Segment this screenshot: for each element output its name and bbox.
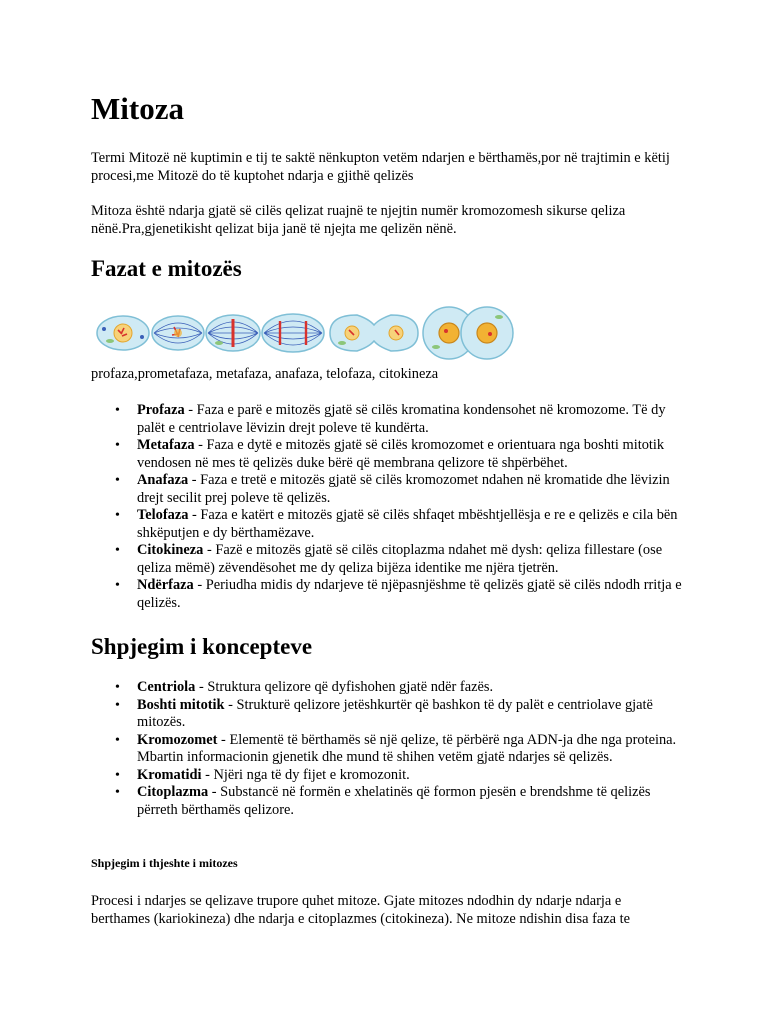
list-item: [91, 577, 691, 612]
list-item: [91, 402, 691, 437]
list-item: [91, 542, 691, 577]
term-description: - Elementë të bërthamës së një qelize, të përbërë nga ADN-ja dhe nga proteina. Mbartin informacionin gjenetik dhe mund të shihen vetëm gjatë ndarjes së qelizës.: [137, 731, 677, 765]
term-citokineza: Citokineza: [137, 542, 204, 558]
term-description: - Njëri nga të dy fijet e kromozonit.: [201, 766, 410, 783]
list-item: [91, 784, 691, 819]
term-description: - Struktura qelizore që dyfishohen gjatë ndër fazës.: [195, 679, 494, 695]
telophase-cell-image: [330, 315, 418, 351]
term-boshti-mitotik: Boshti mitotik: [137, 696, 225, 713]
concepts-list: [91, 679, 691, 819]
term-nderfaza: Ndërfaza: [137, 577, 194, 593]
anaphase-cell-image: [262, 314, 324, 352]
term-description: - Substancë në formën e xhelatinës që formon pjesën e brendshme të qelizës përreth bërthamës qelizore.: [137, 784, 651, 818]
term-description: - Faza e tretë e mitozës gjatë së cilës kromozomet ndahen në kromatide dhe lëvizin drejt secilit prej poleve të qelizës.: [137, 472, 670, 506]
concepts-heading: Shpjegim i koncepteve: [91, 634, 313, 659]
term-description: - Fazë e mitozës gjatë së cilës citoplazma ndahet më dysh: qeliza fillestare (ose qeliza mëmë) zëvendësohet me dy qeliza bijëza identike me njëra tjetrën.: [137, 542, 663, 576]
term-description: - Faza e parë e mitozës gjatë së cilës kromatina kondensohet në kromozome. Të dy palët e centriolave lëvizin drejt poleve të kundërta.: [137, 402, 666, 436]
list-item: [91, 767, 691, 785]
list-item: [91, 679, 691, 697]
intro-paragraph-2: Mitoza është ndarja gjatë së cilës qelizat ruajnë te njejtin numër kromozomesh sikurse qeliza nënë.Pra,gjenetikisht qelizat bija janë të njejta me qelizën nënë.: [91, 203, 626, 237]
term-description: - Faza e dytë e mitozës gjatë së cilës kromozomet e orientuara nga boshti mitotik vendosen në mes të qelizës duke bërë që membrana qelizore të shpërbëhet.: [137, 437, 665, 471]
list-item: [91, 697, 691, 732]
term-centriola: Centriola: [137, 679, 196, 695]
term-citoplazma: Citoplazma: [137, 784, 209, 800]
phases-list: [91, 402, 691, 612]
term-metafaza: Metafaza: [137, 437, 195, 453]
prophase-cell-image: [97, 316, 149, 350]
term-anafaza: Anafaza: [137, 472, 189, 488]
simple-explanation-heading: Shpjegim i thjeshte i mitozes: [91, 856, 238, 870]
phases-heading: Fazat e mitozës: [91, 256, 242, 281]
term-description: - Periudha midis dy ndarjeve të njëpasnjëshme të qelizës gjatë së cilës ndodh rritja e qelizës.: [137, 577, 682, 611]
list-item: [91, 507, 691, 542]
term-telofaza: Telofaza: [137, 507, 189, 523]
list-item: [91, 732, 691, 767]
page-title: Mitoza: [91, 91, 184, 126]
cytokinesis-cells-image: [423, 307, 513, 359]
phases-caption: profaza,prometafaza, metafaza, anafaza, telofaza, citokineza: [91, 366, 439, 382]
term-description: - Faza e katërt e mitozës gjatë së cilës shfaqet mbështjellësja e re e qelizës e cila bën shkëputjen e dy bërthamëzave.: [137, 507, 678, 541]
list-item: [91, 472, 691, 507]
prometaphase-cell-image: [152, 316, 204, 350]
intro-paragraph-1: Termi Mitozë në kuptimin e tij te saktë nënkupton vetëm ndarjen e bërthamës,por në trajtimin e këtij procesi,me Mitozë do të kuptohet ndarja e gjithë qelizës: [91, 150, 670, 184]
term-description: - Strukturë qelizore jetëshkurtër që bashkon të dy palët e centriolave gjatë mitozës.: [137, 696, 653, 730]
term-profaza: Profaza: [137, 402, 185, 418]
term-kromatidi: Kromatidi: [137, 766, 202, 783]
metaphase-cell-image: [206, 315, 260, 351]
mitosis-phases-icon: [94, 303, 514, 363]
simple-explanation-paragraph: Procesi i ndarjes se qelizave trupore quhet mitoze. Gjate mitozes ndodhin dy ndarje ndarja e berthames (kariokineza) dhe ndarja e citoplazmes (citokineza). Ne mitoze ndishin disa faza te: [91, 893, 631, 927]
term-kromozomet: Kromozomet: [137, 731, 218, 748]
list-item: [91, 437, 691, 472]
mitosis-phases-illustration: [94, 303, 514, 363]
